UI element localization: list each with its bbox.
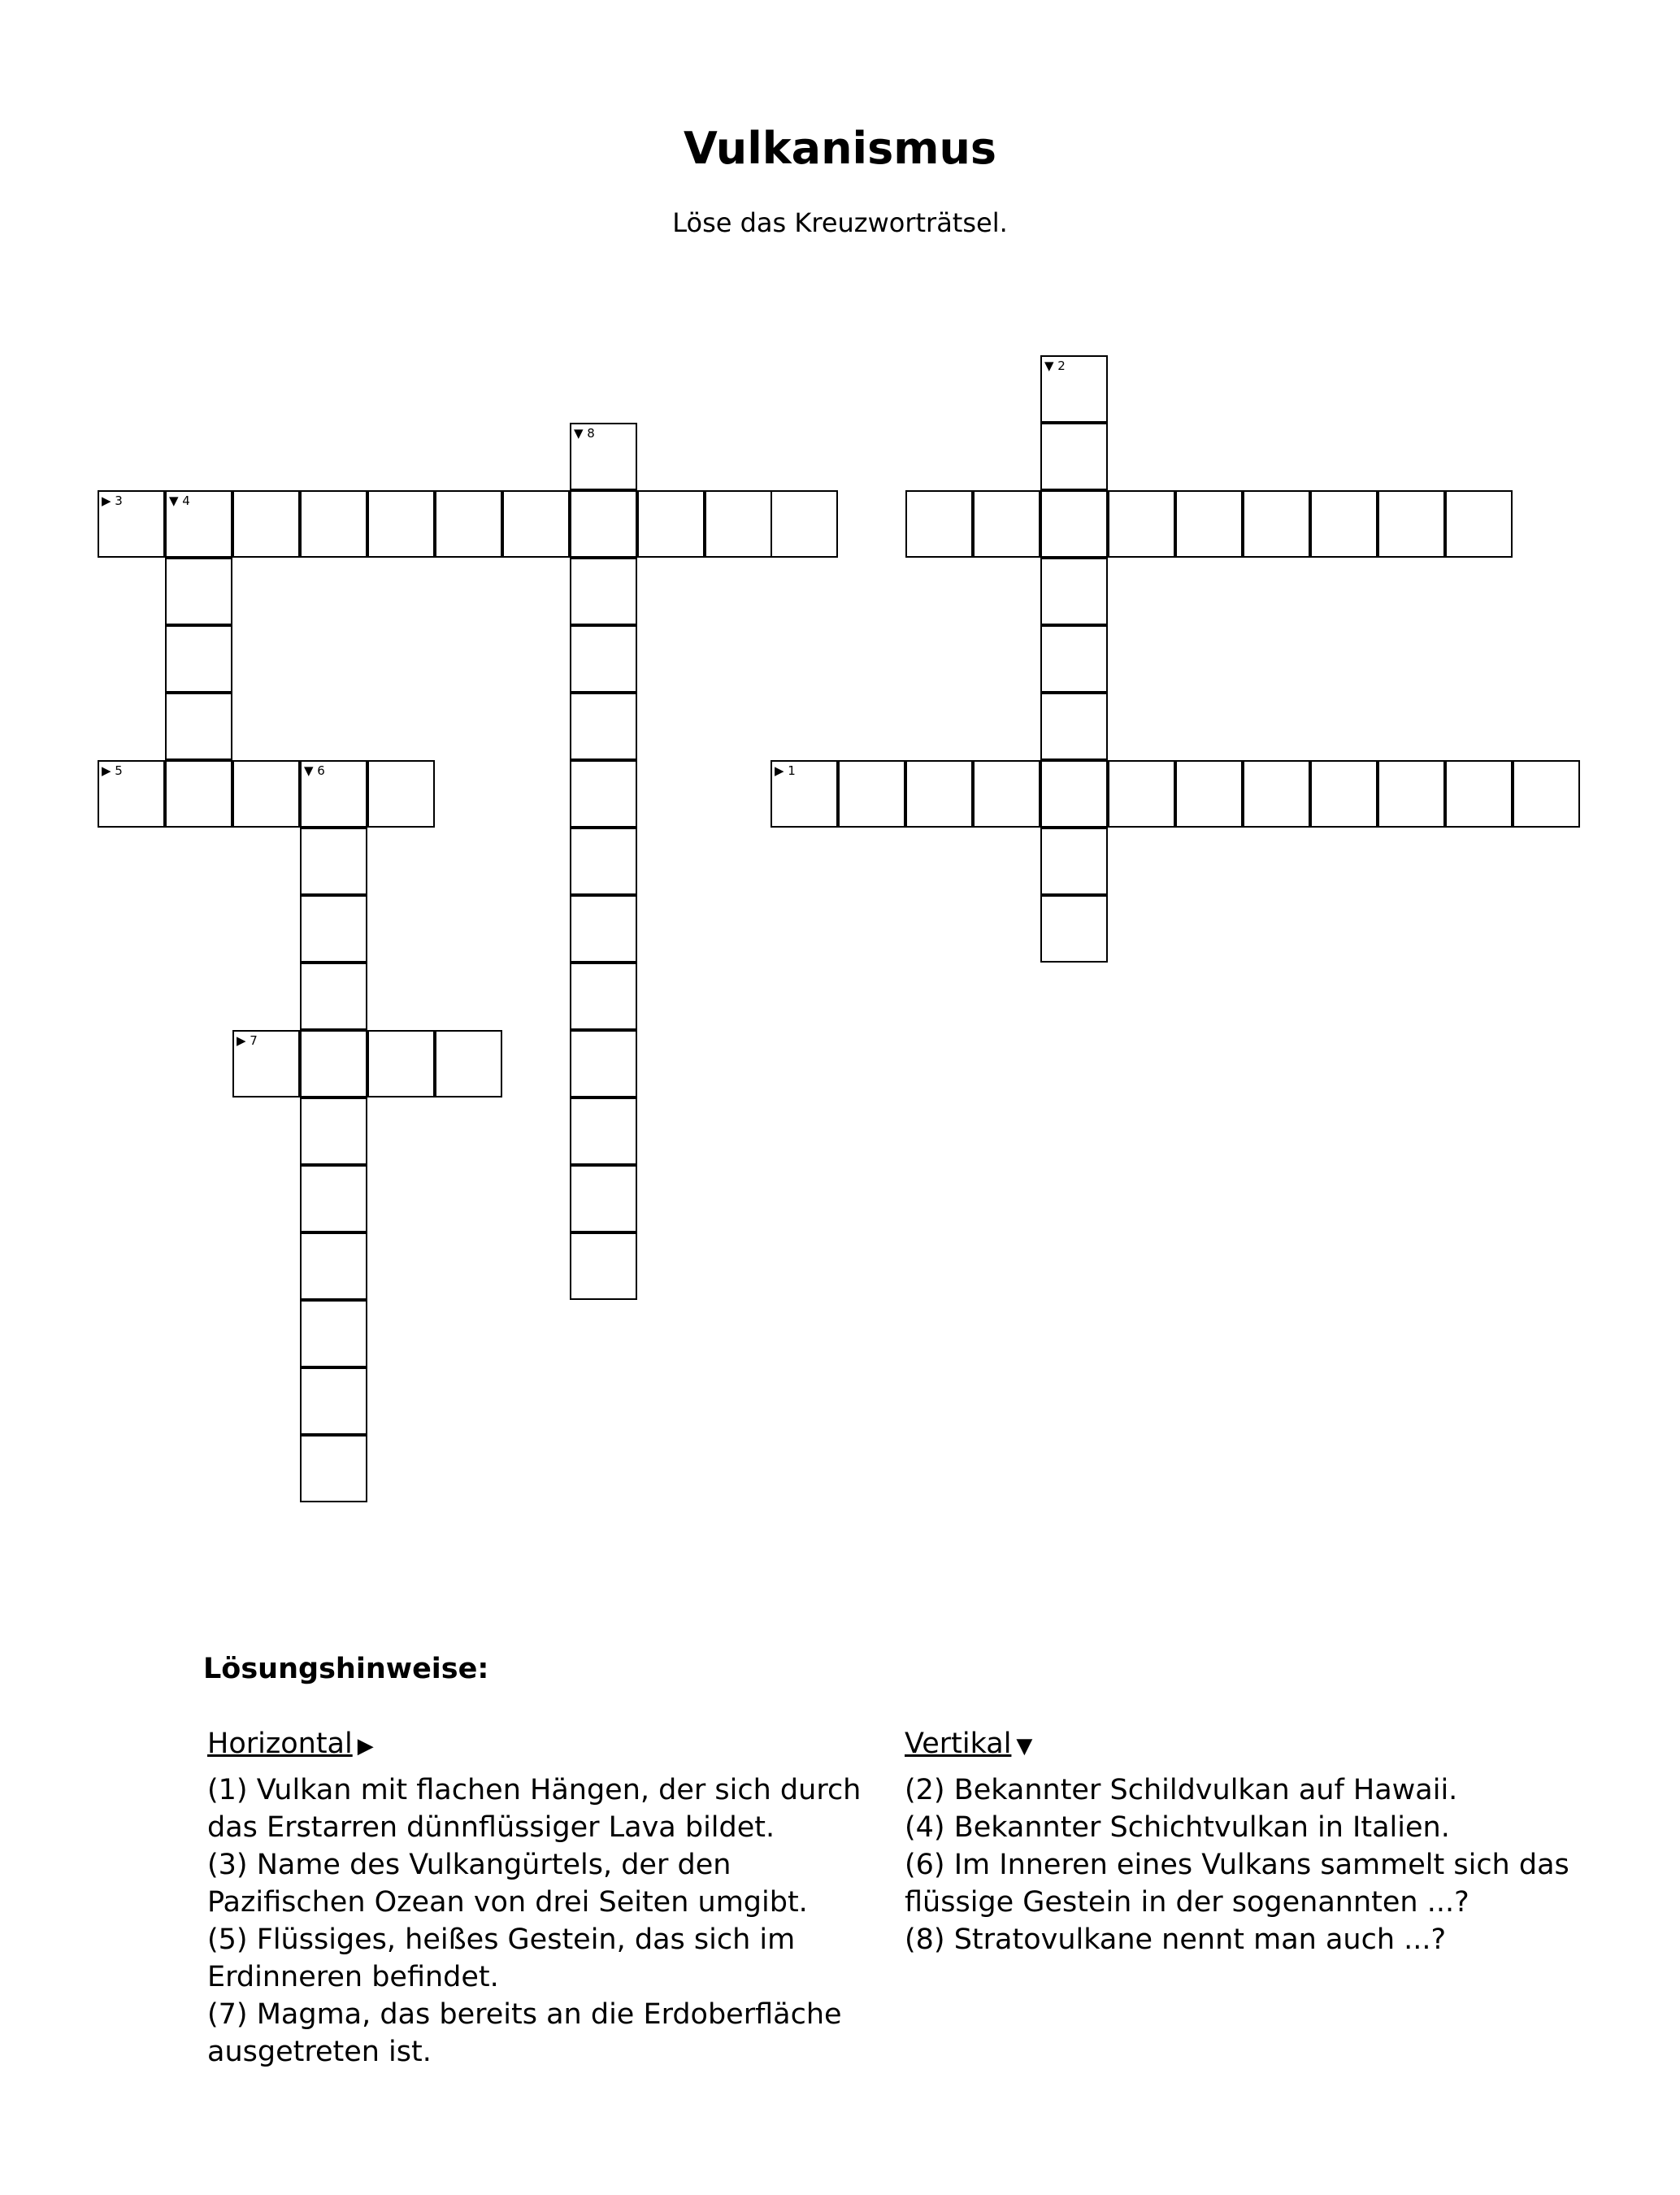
clue-number-marker: ▶ 1: [775, 763, 796, 778]
crossword-cell[interactable]: [570, 828, 637, 895]
crossword-cell[interactable]: [1040, 558, 1108, 625]
clue-across-1: (1) Vulkan mit flachen Hängen, der sich durch das Erstarren dünnflüssiger Lava bildet.: [207, 1774, 862, 1844]
crossword-cell[interactable]: [570, 1030, 637, 1098]
crossword-cell[interactable]: [165, 490, 232, 558]
crossword-cell[interactable]: [570, 625, 637, 693]
crossword-cell[interactable]: [98, 760, 165, 828]
clue-down-8: (8) Stratovulkane nennt man auch ...?: [905, 1923, 1447, 1956]
crossword-cell[interactable]: [435, 1030, 502, 1098]
crossword-cell[interactable]: [1175, 760, 1243, 828]
crossword-cell[interactable]: [1108, 760, 1175, 828]
crossword-cell[interactable]: [165, 760, 232, 828]
crossword-cell[interactable]: [165, 693, 232, 760]
crossword-cell[interactable]: [637, 490, 705, 558]
crossword-cell[interactable]: [435, 490, 502, 558]
crossword-cell[interactable]: [300, 895, 367, 963]
crossword-cell[interactable]: [1243, 760, 1310, 828]
hints-title: Lösungshinweise:: [203, 1653, 489, 1685]
crossword-cell[interactable]: [1108, 490, 1175, 558]
clue-number-marker: ▶ 5: [102, 763, 123, 778]
clue-number-marker: ▼ 2: [1044, 359, 1066, 373]
clue-number-marker: ▼ 4: [169, 493, 190, 508]
arrow-right-icon: ▶: [357, 1734, 374, 1758]
crossword-cell[interactable]: [570, 963, 637, 1030]
crossword-cell[interactable]: [1040, 693, 1108, 760]
arrow-down-icon: ▼: [1016, 1734, 1033, 1758]
crossword-cell[interactable]: [570, 1165, 637, 1232]
crossword-cell[interactable]: [1310, 490, 1378, 558]
clue-number-marker: ▼ 6: [304, 763, 325, 778]
crossword-cell[interactable]: [570, 1232, 637, 1300]
crossword-cell[interactable]: [1040, 625, 1108, 693]
crossword-cell[interactable]: [502, 490, 570, 558]
crossword-cell[interactable]: [300, 828, 367, 895]
crossword-cell[interactable]: [300, 760, 367, 828]
crossword-cell[interactable]: [1040, 760, 1108, 828]
crossword-cell[interactable]: [165, 625, 232, 693]
hints-vertical-column: [905, 1725, 1636, 1958]
crossword-cell[interactable]: [771, 490, 838, 558]
crossword-cell[interactable]: [905, 490, 973, 558]
crossword-cell[interactable]: [570, 490, 637, 558]
crossword-cell[interactable]: [1040, 423, 1108, 490]
crossword-cell[interactable]: [1040, 895, 1108, 963]
crossword-cell[interactable]: [232, 760, 300, 828]
crossword-cell[interactable]: [300, 963, 367, 1030]
crossword-cell[interactable]: [771, 760, 838, 828]
clue-number-marker: ▶ 3: [102, 493, 123, 508]
crossword-cell[interactable]: [367, 490, 435, 558]
crossword-cell[interactable]: [570, 895, 637, 963]
horizontal-heading: [207, 1725, 898, 1765]
crossword-cell[interactable]: [165, 558, 232, 625]
clue-number-marker: ▶ 7: [237, 1033, 258, 1048]
crossword-cell[interactable]: [1445, 490, 1513, 558]
crossword-cell[interactable]: [232, 1030, 300, 1098]
page-subtitle: Löse das Kreuzworträtsel.: [672, 207, 1008, 238]
vertical-label: Vertikal: [905, 1728, 1012, 1760]
crossword-cell[interactable]: [300, 1232, 367, 1300]
crossword-cell[interactable]: [232, 490, 300, 558]
crossword-cell[interactable]: [300, 1300, 367, 1367]
crossword-cell[interactable]: [1040, 828, 1108, 895]
crossword-cell[interactable]: [705, 490, 772, 558]
crossword-cell[interactable]: [367, 1030, 435, 1098]
crossword-cell[interactable]: [1040, 490, 1108, 558]
crossword-cell[interactable]: [1378, 760, 1445, 828]
crossword-cell[interactable]: [300, 1435, 367, 1502]
clue-across-3: (3) Name des Vulkangürtels, der den Pazifischen Ozean von drei Seiten umgibt.: [207, 1849, 808, 1919]
crossword-cell[interactable]: [300, 1098, 367, 1165]
crossword-cell[interactable]: [973, 490, 1040, 558]
crossword-cell[interactable]: [570, 1098, 637, 1165]
crossword-cell[interactable]: [1175, 490, 1243, 558]
horizontal-label: Horizontal: [207, 1728, 353, 1760]
clue-down-6: (6) Im Inneren eines Vulkans sammelt sich das flüssige Gestein in der sogenannten ...?: [905, 1849, 1569, 1919]
crossword-cell[interactable]: [1445, 760, 1513, 828]
crossword-cell[interactable]: [300, 1367, 367, 1435]
crossword-cell[interactable]: [300, 1165, 367, 1232]
crossword-cell[interactable]: [905, 760, 973, 828]
crossword-cell[interactable]: [1310, 760, 1378, 828]
crossword-cell[interactable]: [973, 760, 1040, 828]
crossword-cell[interactable]: [838, 760, 905, 828]
crossword-cell[interactable]: [570, 423, 637, 490]
clue-across-5: (5) Flüssiges, heißes Gestein, das sich im Erdinneren befindet.: [207, 1923, 796, 1993]
clue-down-2: (2) Bekannter Schildvulkan auf Hawaii.: [905, 1774, 1458, 1806]
crossword-cell[interactable]: [1040, 355, 1108, 423]
crossword-cell[interactable]: [1243, 490, 1310, 558]
clue-number-marker: ▼ 8: [574, 426, 595, 441]
crossword-cell[interactable]: [570, 693, 637, 760]
crossword-cell[interactable]: [367, 760, 435, 828]
page-title: Vulkanismus: [683, 123, 997, 174]
clue-across-7: (7) Magma, das bereits an die Erdoberfläche ausgetreten ist.: [207, 1998, 842, 2068]
crossword-cell[interactable]: [570, 760, 637, 828]
crossword-cell[interactable]: [1378, 490, 1445, 558]
crossword-cell[interactable]: [300, 490, 367, 558]
vertical-heading: [905, 1725, 1636, 1765]
crossword-cell[interactable]: [1513, 760, 1580, 828]
hints-horizontal-column: [207, 1725, 898, 2071]
crossword-cell[interactable]: [570, 558, 637, 625]
clue-down-4: (4) Bekannter Schichtvulkan in Italien.: [905, 1811, 1450, 1844]
crossword-cell[interactable]: [300, 1030, 367, 1098]
crossword-cell[interactable]: [98, 490, 165, 558]
